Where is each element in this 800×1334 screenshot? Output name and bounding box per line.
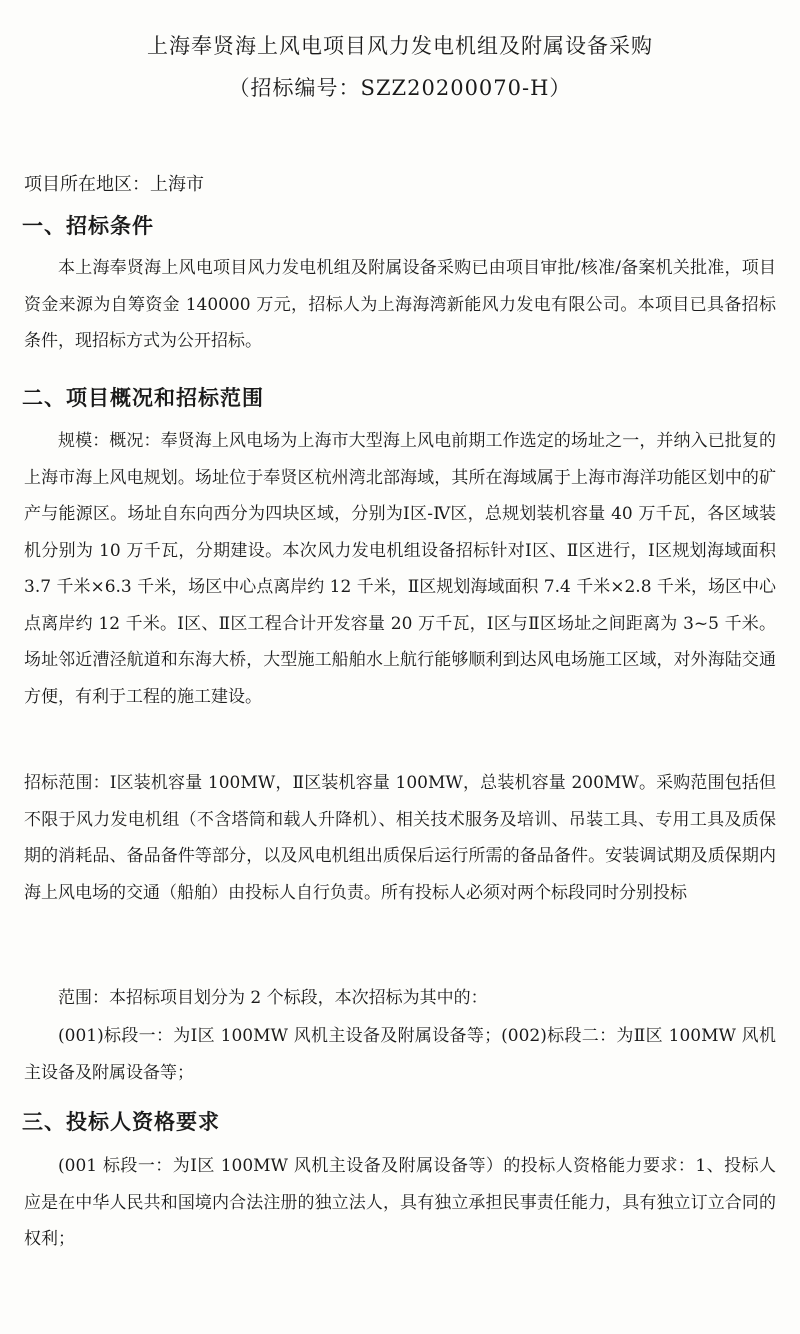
project-location: 项目所在地区：上海市 xyxy=(24,174,204,195)
section-heading-bidder-qualifications: 三、投标人资格要求 xyxy=(22,1109,220,1134)
bid-sections-paragraph: (001)标段一：为Ⅰ区 100MW 风机主设备及附属设备等；(002)标段二：为Ⅱ区 100MW 风机主设备及附属设备等； xyxy=(24,1026,776,1083)
tender-range-paragraph: 招标范围：Ⅰ区装机容量 100MW，Ⅱ区装机容量 100MW，总装机容量 200MW。采购范围包括但不限于风力发电机组（不含塔筒和载人升降机）、相关技术服务及培训、吊装工具、专用工具及质保期的消耗品、备品备件等部分，以及风电机组出质保后运行所需的备品备件。安装调试期及质保期内海上风电场的交通（船舶）由投标人自行负责。所有投标人必须对两个标段同时分别投标 xyxy=(24,773,776,903)
bidder-qualifications-paragraph: (001 标段一：为Ⅰ区 100MW 风机主设备及附属设备等）的投标人资格能力要求：1、投标人应是在中华人民共和国境内合法注册的独立法人，具有独立承担民事责任能力，具有独立订立合同的权利； xyxy=(24,1156,776,1249)
tender-number: （招标编号：SZZ20200070-H） xyxy=(228,76,572,100)
project-scale-paragraph: 规模：概况：奉贤海上风电场为上海市大型海上风电前期工作选定的场址之一，并纳入已批复的上海市海上风电规划。场址位于奉贤区杭州湾北部海域，其所在海域属于上海市海洋功能区划中的矿产与能源区。场址自东向西分为四块区域，分别为Ⅰ区-Ⅳ区，总规划装机容量 40 万千瓦，各区域装机分别为 10 万千瓦，分期建设。本次风力发电机组设备招标针对Ⅰ区、Ⅱ区进行，Ⅰ区规划海域面积 3.7 千米×6.3 千米，场区中心点离岸约 12 千米，Ⅱ区规划海域面积 7.4 千米×2.8 千米，场区中心点离岸约 12 千米。Ⅰ区、Ⅱ区工程合计开发容量 20 万千瓦，Ⅰ区与Ⅱ区场址之间距离为 3~5 千米。场址邻近漕泾航道和东海大桥，大型施工船舶水上航行能够顺利到达风电场施工区域，对外海陆交通方便，有利于工程的施工建设。 xyxy=(24,431,776,707)
scope-paragraph: 范围：本招标项目划分为 2 个标段，本次招标为其中的： xyxy=(58,988,488,1008)
section-heading-tender-conditions: 一、招标条件 xyxy=(22,213,154,238)
section-heading-project-overview: 二、项目概况和招标范围 xyxy=(22,385,264,410)
document-title: 上海奉贤海上风电项目风力发电机组及附属设备采购 xyxy=(147,34,653,58)
tender-conditions-paragraph: 本上海奉贤海上风电项目风力发电机组及附属设备采购已由项目审批/核准/备案机关批准，项目资金来源为自筹资金 140000 万元，招标人为上海海湾新能风力发电有限公司。本项目已具备招标条件，现招标方式为公开招标。 xyxy=(24,258,776,351)
